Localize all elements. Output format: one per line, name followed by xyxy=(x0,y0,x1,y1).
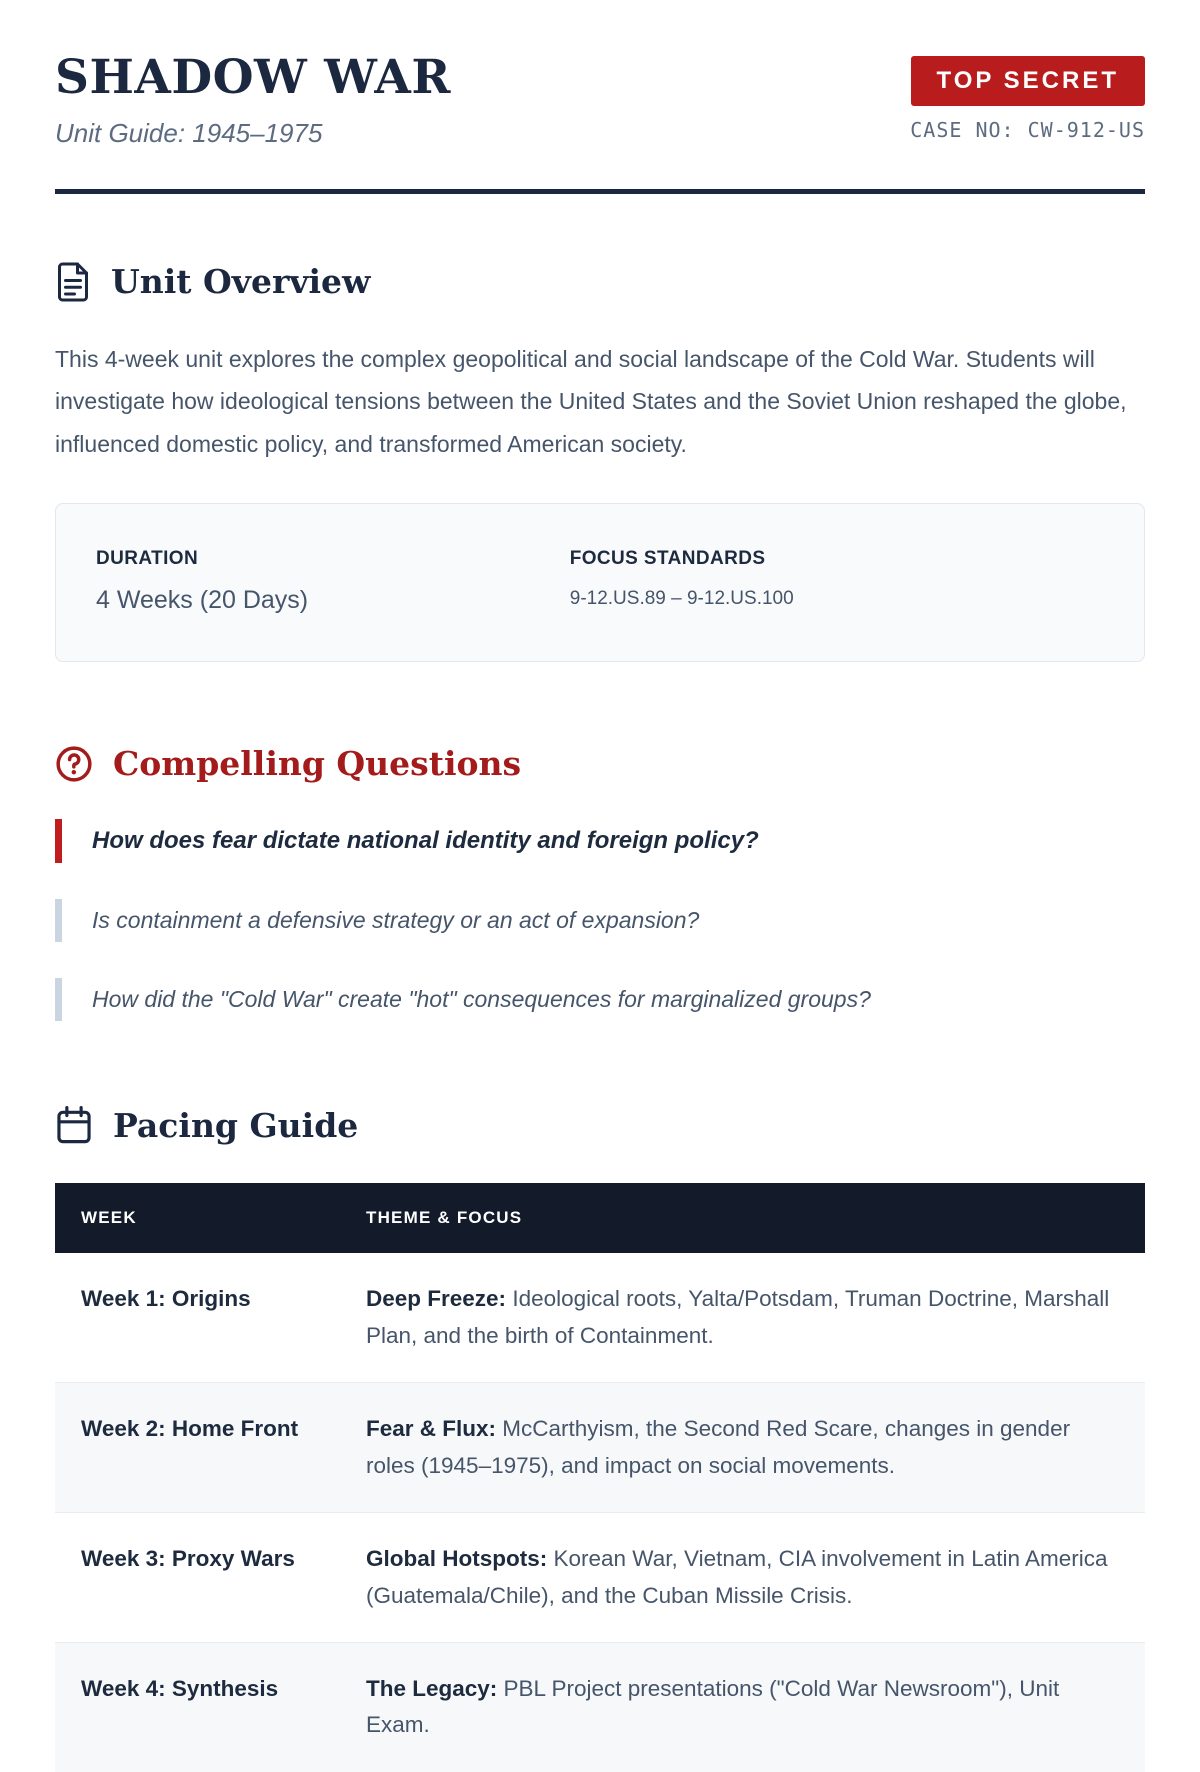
page-title: SHADOW WAR xyxy=(55,50,451,105)
theme-text: PBL Project presentations ("Cold War Newsroom"), Unit Exam. xyxy=(366,1675,1060,1738)
header-left xyxy=(55,52,451,149)
standards-label: FOCUS STANDARDS xyxy=(569,548,766,570)
duration-value: 4 Weeks (20 Days) xyxy=(96,586,309,615)
theme-cell xyxy=(340,1513,1145,1643)
week-cell: Week 2: Home Front xyxy=(81,1416,299,1442)
header-right xyxy=(910,52,1145,142)
compelling-question: Is containment a defensive strategy or an act of expansion? xyxy=(55,899,1145,942)
pacing-header-row xyxy=(55,1183,1145,1253)
theme-lead: Deep Freeze: xyxy=(366,1286,513,1312)
compelling-question: How did the "Cold War" create "hot" consequences for marginalized groups? xyxy=(55,978,1145,1021)
questions-list xyxy=(55,819,1145,1021)
questions-heading xyxy=(55,744,1145,783)
pacing-table-body xyxy=(55,1253,1145,1772)
case-number: CASE NO: CW-912-US xyxy=(910,118,1145,142)
overview-heading xyxy=(55,262,1145,302)
pacing-heading xyxy=(55,1105,1145,1145)
week-cell: Week 3: Proxy Wars xyxy=(81,1546,295,1572)
week-cell: Week 1: Origins xyxy=(81,1286,251,1312)
overview-paragraph: This 4-week unit explores the complex geopolitical and social landscape of the Cold War. Students will investigate how ideological tensions between the United States and the Soviet Union reshaped the globe, influenced domestic policy, and transformed American society. xyxy=(55,345,1127,457)
unit-meta-panel xyxy=(55,503,1145,662)
table-row xyxy=(55,1253,1145,1382)
standards-meta xyxy=(570,548,1044,615)
pacing-heading-label: Pacing Guide xyxy=(113,1105,359,1145)
questions-heading-label: Compelling Questions xyxy=(113,744,522,784)
top-secret-badge: TOP SECRET xyxy=(911,56,1145,106)
theme-lead: Fear & Flux: xyxy=(366,1416,503,1442)
week-cell: Week 4: Synthesis xyxy=(81,1675,279,1701)
theme-cell xyxy=(340,1383,1145,1513)
theme-cell xyxy=(340,1253,1145,1382)
table-row xyxy=(55,1383,1145,1513)
standards-value: 9-12.US.89 – 9-12.US.100 xyxy=(569,588,794,610)
document-header xyxy=(55,52,1145,149)
header-divider xyxy=(55,189,1145,194)
questions-section xyxy=(55,744,1145,1021)
calendar-icon xyxy=(55,1105,93,1145)
duration-label: DURATION xyxy=(96,548,199,570)
compelling-question: How does fear dictate national identity and foreign policy? xyxy=(55,819,1145,863)
table-row xyxy=(55,1642,1145,1771)
overview-heading-label: Unit Overview xyxy=(111,262,371,302)
theme-lead: The Legacy: xyxy=(366,1675,504,1701)
theme-lead: Global Hotspots: xyxy=(366,1546,554,1572)
duration-meta xyxy=(96,548,570,615)
theme-text: Korean War, Vietnam, CIA involvement in Latin America (Guatemala/Chile), and the Cuban Missile Crisis. xyxy=(366,1546,1108,1608)
table-row xyxy=(55,1513,1145,1643)
theme-cell xyxy=(340,1642,1145,1771)
page-subtitle: Unit Guide: 1945–1975 xyxy=(55,117,323,148)
theme-text: McCarthyism, the Second Red Scare, changes in gender roles (1945–1975), and impact on social movements. xyxy=(366,1416,1071,1478)
pacing-table xyxy=(55,1183,1145,1772)
column-header-week: WEEK xyxy=(55,1183,340,1253)
column-header-theme: THEME & FOCUS xyxy=(340,1183,1145,1253)
overview-section xyxy=(55,262,1145,663)
pacing-table-head xyxy=(55,1183,1145,1253)
question-circle-icon xyxy=(55,745,93,783)
pacing-section xyxy=(55,1105,1145,1772)
document-icon xyxy=(55,262,91,302)
theme-text: Ideological roots, Yalta/Potsdam, Truman Doctrine, Marshall Plan, and the birth of Containment. xyxy=(366,1286,1110,1348)
